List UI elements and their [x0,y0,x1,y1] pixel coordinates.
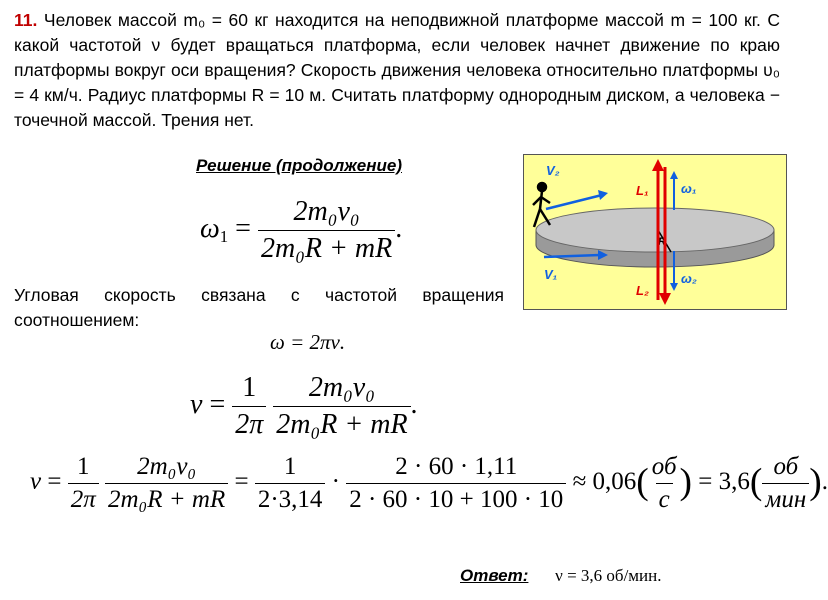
calc-num-4: 2 · 60 · 1,11 [395,453,518,480]
v2-label: V₂ [546,163,560,178]
unit-den-1: с [656,483,673,514]
unit-num-2: об [773,453,799,480]
v2-vector [546,195,602,209]
relation-text-line1: Угловая скорость связана с частотой вращения [14,285,504,305]
numerator-one: 1 [242,372,257,403]
mid-dot: · [331,468,340,496]
omega1-label: ω₁ [681,181,697,196]
eq-sign: = [235,212,251,244]
numerator-1: 2m₀v₀ [293,196,360,227]
calc-num-1: 1 [76,453,90,480]
l1-arrowhead [652,159,664,171]
problem-number: 11. [14,10,38,30]
answer-label: Ответ: [460,566,529,585]
answer-value: ν = 3,6 об/мин. [555,566,662,585]
close-paren: ) [809,461,822,503]
nu-symbol: ν [190,388,203,420]
period: . [395,212,403,244]
relation-text-line2: соотношением: [14,310,140,330]
approx-value: ≈ 0,06 [572,468,637,496]
calc-fraction-1 [68,453,99,514]
unit-fraction-2 [762,453,809,514]
omega2-label: ω₂ [681,271,697,286]
eq-sign: = [234,468,249,496]
period: . [410,388,418,420]
unit-den-2: мин [762,483,809,514]
calc-den-3: 2·3,14 [255,483,326,514]
solution-title: Решение (продолжение) [196,156,402,175]
unit-fraction-1 [649,453,680,514]
omega-symbol: ω [200,212,220,244]
calc-den-2: 2m₀R + mR [105,483,228,514]
denominator-2pi: 2π [232,406,266,441]
calc-fraction-2 [105,453,228,514]
platform-figure [523,154,787,310]
omega2-arrowhead [670,283,678,291]
calc-fraction-3 [255,453,326,514]
calc-fraction-4 [346,453,566,514]
problem-statement [14,8,780,133]
calc-num-2: 2m₀v₀ [137,453,197,480]
v1-label: V₁ [544,267,558,282]
calc-den-4: 2 · 60 · 10 + 100 · 10 [346,483,566,514]
unit-num-1: об [651,453,677,480]
v2-arrowhead [598,190,608,200]
equation-calculation [30,453,828,514]
l1-label: L₁ [636,183,649,198]
open-paren: ( [636,461,649,503]
equation-omega1 [200,196,402,265]
equation-omega-relation: ω = 2πν. [270,330,346,354]
platform-diagram [524,155,786,309]
fraction-1 [258,196,395,265]
calc-den-1: 2π [68,483,99,514]
problem-text-rest: С какой частотой ν будет вращаться платформа, если человек начнет движение по краю платформы вокруг оси вращения? Скорость движения человека относительно платформы υ₀ = 4 км/ч. Радиус платформы R = 10 м. Считать платформу однородным диском, а человека − точечной массой. Трения нет. [14,10,780,130]
eq-sign: = [47,468,62,496]
fraction-main [273,372,410,441]
problem-text-line1: Человек массой m₀ = 60 кг находится на неподвижной платформе массой m = 100 кг. [37,10,761,30]
nu-symbol: ν [30,468,42,496]
eq-sign: = [209,388,226,420]
disk-top [536,208,774,252]
omega-subscript: 1 [219,226,229,246]
radius-label: R [658,236,666,248]
person-icon [533,183,550,227]
period: . [821,468,828,496]
fraction-one-over-2pi [232,372,266,441]
omega1-arrowhead [670,171,678,179]
numerator-main: 2m₀v₀ [308,372,375,403]
equals-value: = 3,6 [698,468,750,496]
calc-num-3: 1 [283,453,297,480]
answer [460,566,662,586]
denominator-1: 2m₀R + mR [258,230,395,265]
l2-label: L₂ [636,283,649,298]
equation-nu [190,372,418,441]
close-paren: ) [679,461,693,503]
open-paren: ( [749,461,763,503]
l2-arrowhead [659,293,671,305]
denominator-main: 2m₀R + mR [273,406,410,441]
